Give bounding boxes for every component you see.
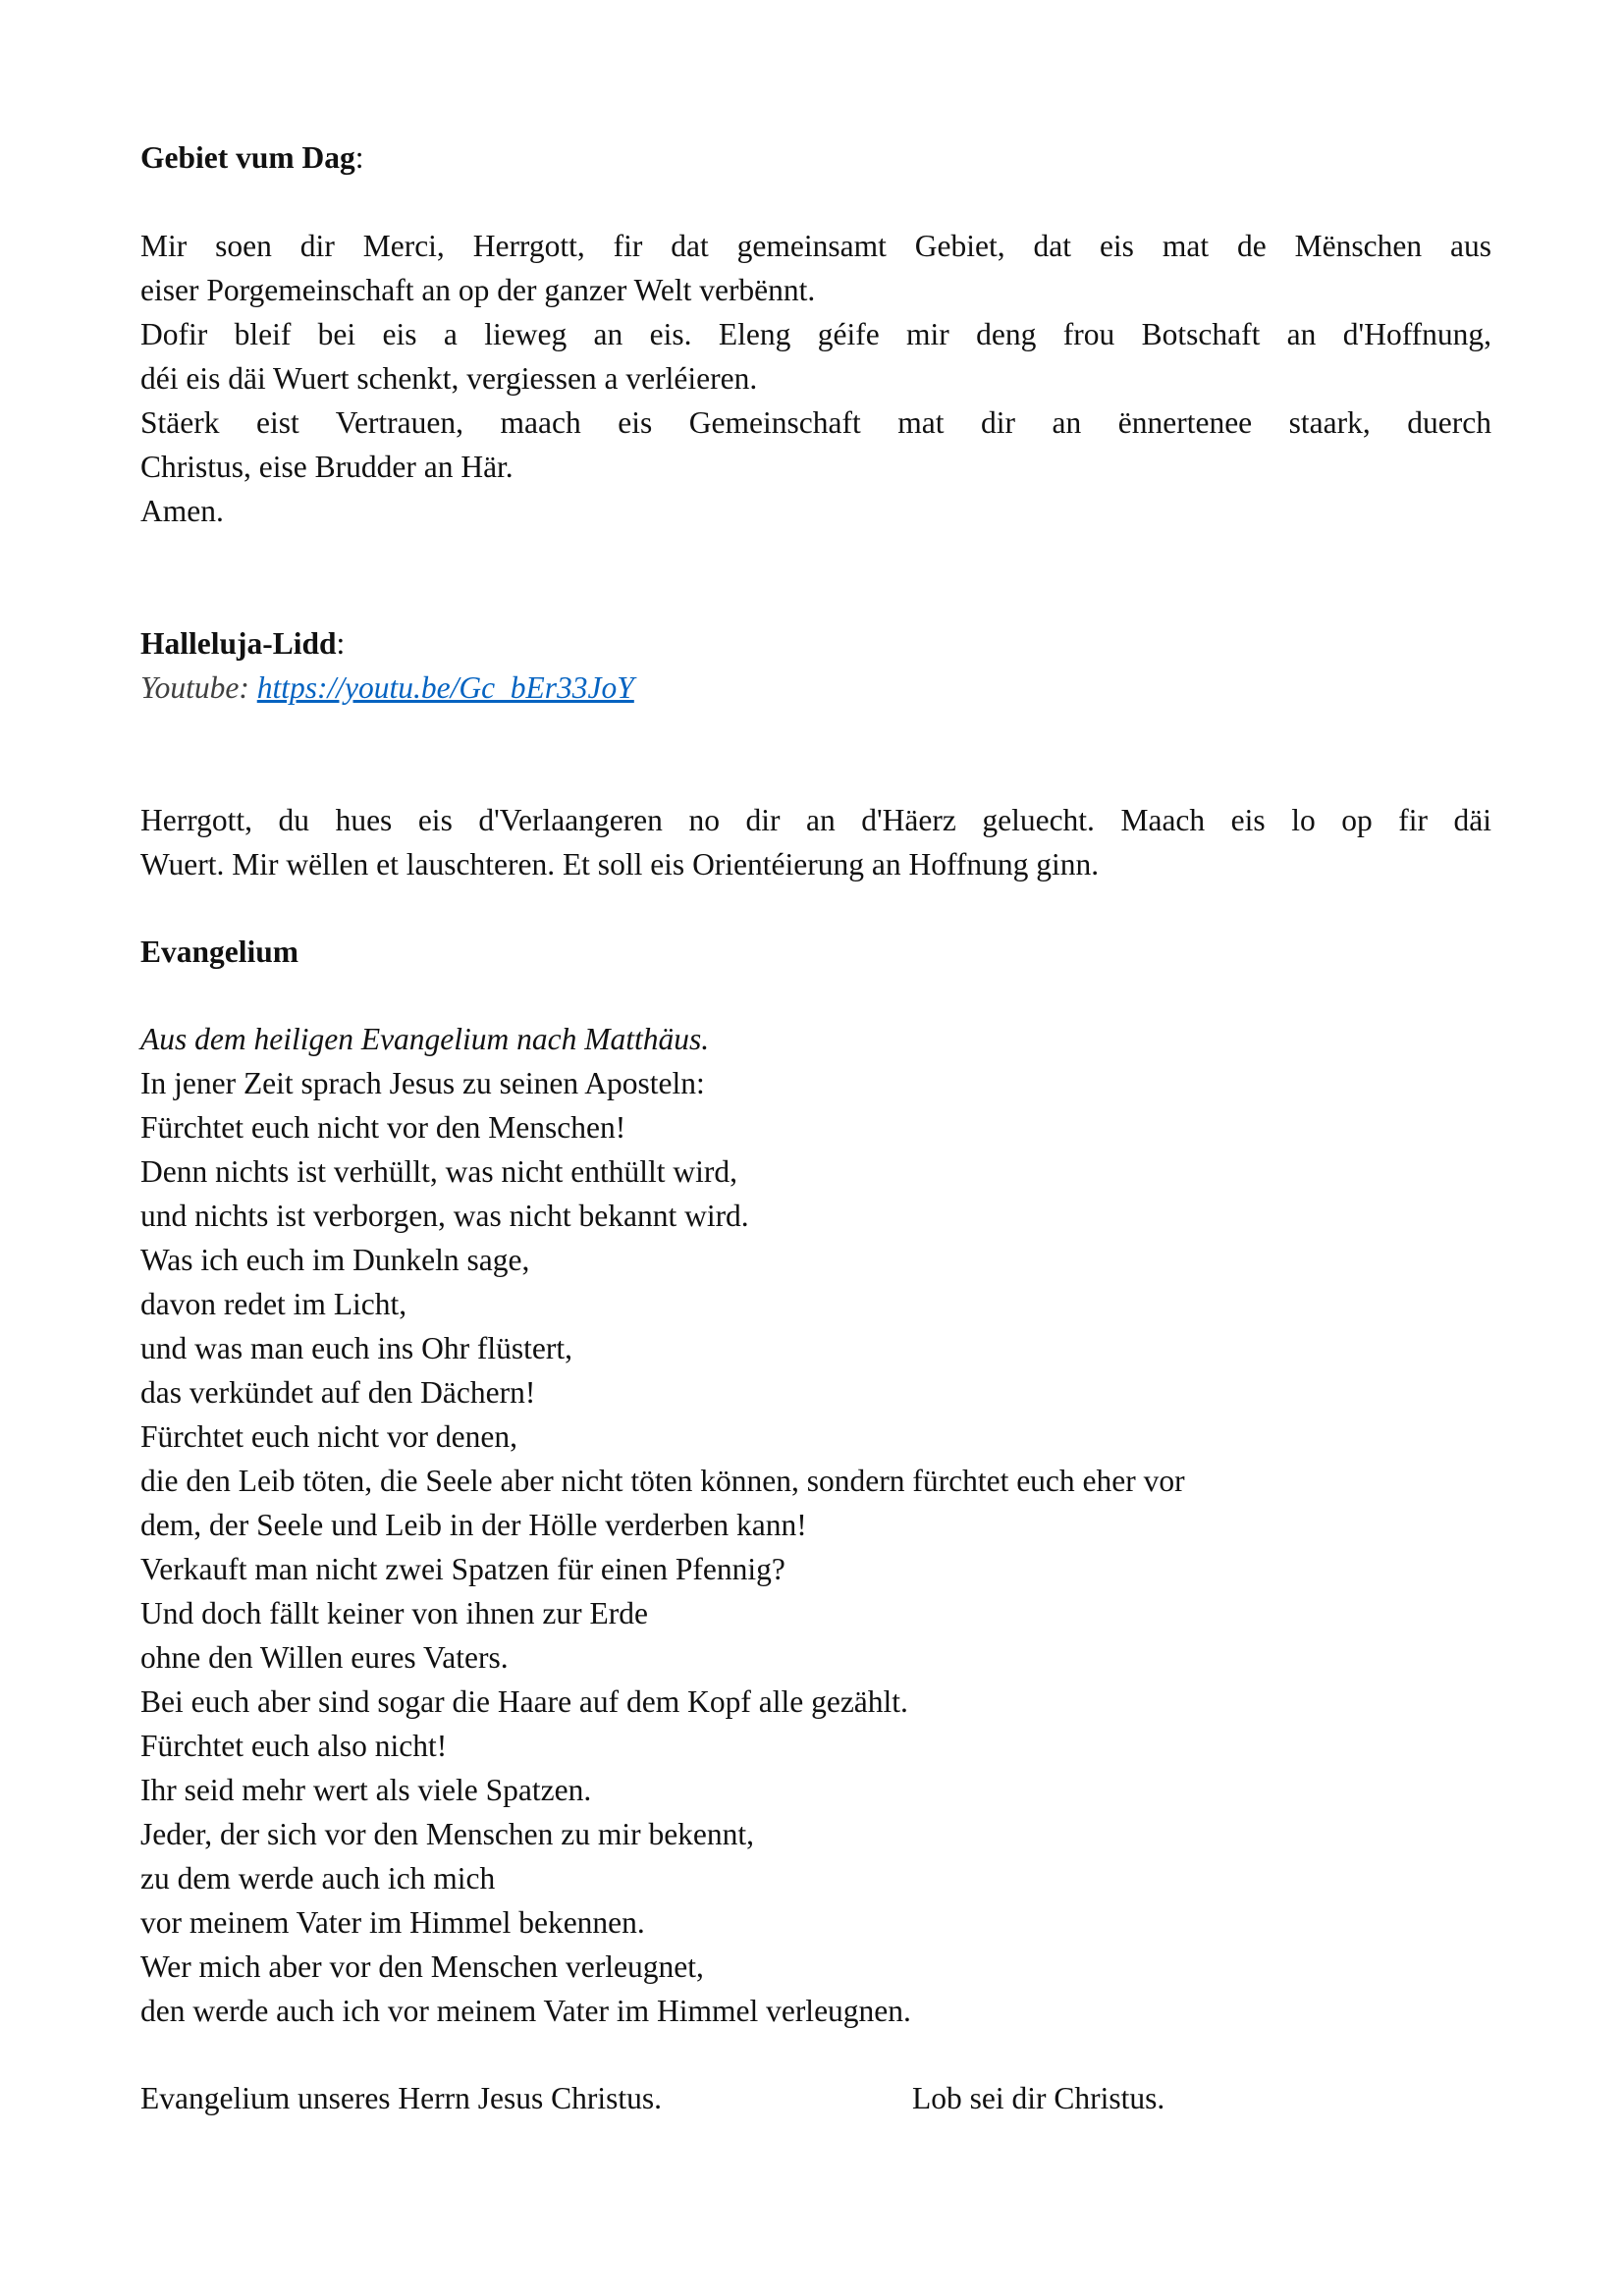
- gospel-response: Lob sei dir Christus.: [912, 2081, 1165, 2115]
- gospel-heading: Evangelium: [140, 934, 299, 969]
- hallelujah-title: Halleluja-Lidd: [140, 626, 337, 661]
- gospel-closing-acclamation: Evangelium unseres Herrn Jesus Christus.: [140, 2081, 663, 2115]
- gospel-line: das verkündet auf den Dächern!: [140, 1375, 536, 1410]
- gospel-line: Jeder, der sich vor den Menschen zu mir bekennt,: [140, 1817, 755, 1851]
- document-page: [140, 135, 1491, 2120]
- gospel-line: Fürchtet euch nicht vor den Menschen!: [140, 1110, 626, 1145]
- prayer-line: eiser Porgemeinschaft an op der ganzer Welt verbënnt.: [140, 273, 816, 307]
- youtube-link[interactable]: https://youtu.be/Gc_bEr33JoY: [256, 670, 634, 705]
- gospel-line: Verkauft man nicht zwei Spatzen für einen Pfennig?: [140, 1552, 785, 1586]
- gospel-line: vor meinem Vater im Himmel bekennen.: [140, 1905, 645, 1940]
- gospel-line: Fürchtet euch nicht vor denen,: [140, 1419, 517, 1454]
- prayer-amen: Amen.: [140, 494, 224, 528]
- gospel-text: [140, 1061, 1491, 2033]
- gospel-line: In jener Zeit sprach Jesus zu seinen Aposteln:: [140, 1066, 705, 1100]
- gospel-line: dem, der Seele und Leib in der Hölle verderben kann!: [140, 1508, 807, 1542]
- gospel-line: Was ich euch im Dunkeln sage,: [140, 1243, 530, 1277]
- invocation-line: Herrgott, du hues eis d'Verlaangeren no dir an d'Häerz geluecht. Maach eis lo op fir däi: [140, 803, 1491, 837]
- gospel-line: Denn nichts ist verhüllt, was nicht enthüllt wird,: [140, 1154, 738, 1189]
- gospel-line: und nichts ist verborgen, was nicht bekannt wird.: [140, 1199, 749, 1233]
- gospel-line: davon redet im Licht,: [140, 1287, 407, 1321]
- invocation-text: [140, 798, 1491, 886]
- gospel-line: und was man euch ins Ohr flüstert,: [140, 1331, 573, 1365]
- prayer-line: Mir soen dir Merci, Herrgott, fir dat gemeinsamt Gebiet, dat eis mat de Mënschen aus: [140, 229, 1491, 263]
- gospel-line: Fürchtet euch also nicht!: [140, 1729, 448, 1763]
- gospel-intro: Aus dem heiligen Evangelium nach Matthäus.: [140, 1022, 710, 1056]
- prayer-line: déi eis däi Wuert schenkt, vergiessen a verléieren.: [140, 361, 758, 396]
- hallelujah-title-colon: :: [336, 626, 346, 661]
- gospel-closing: [140, 2076, 1491, 2120]
- gospel-line: zu dem werde auch ich mich: [140, 1861, 496, 1896]
- gospel-line: die den Leib töten, die Seele aber nicht töten können, sondern fürchtet euch eher vor: [140, 1464, 1185, 1498]
- prayer-line: Stäerk eist Vertrauen, maach eis Gemeinschaft mat dir an ënnertenee staark, duerch: [140, 405, 1491, 440]
- youtube-line: [140, 666, 1491, 710]
- gospel-line: Bei euch aber sind sogar die Haare auf dem Kopf alle gezählt.: [140, 1684, 908, 1719]
- prayer-heading: [140, 135, 1491, 180]
- gospel-line: Ihr seid mehr wert als viele Spatzen.: [140, 1773, 592, 1807]
- hallelujah-heading: [140, 621, 1491, 666]
- prayer-title: Gebiet vum Dag: [140, 140, 355, 175]
- gospel-line: Wer mich aber vor den Menschen verleugnet,: [140, 1949, 704, 1984]
- prayer-line: Dofir bleif bei eis a lieweg an eis. Eleng géife mir deng frou Botschaft an d'Hoffnung,: [140, 317, 1491, 351]
- gospel-line: ohne den Willen eures Vaters.: [140, 1640, 509, 1675]
- gospel-line: den werde auch ich vor meinem Vater im Himmel verleugnen.: [140, 1994, 911, 2028]
- invocation-line: Wuert. Mir wëllen et lauschteren. Et soll eis Orientéierung an Hoffnung ginn.: [140, 847, 1100, 881]
- prayer-text: [140, 224, 1491, 533]
- prayer-title-colon: :: [354, 140, 364, 175]
- gospel-line: Und doch fällt keiner von ihnen zur Erde: [140, 1596, 648, 1630]
- youtube-label: Youtube:: [140, 670, 257, 705]
- prayer-line: Christus, eise Brudder an Här.: [140, 450, 514, 484]
